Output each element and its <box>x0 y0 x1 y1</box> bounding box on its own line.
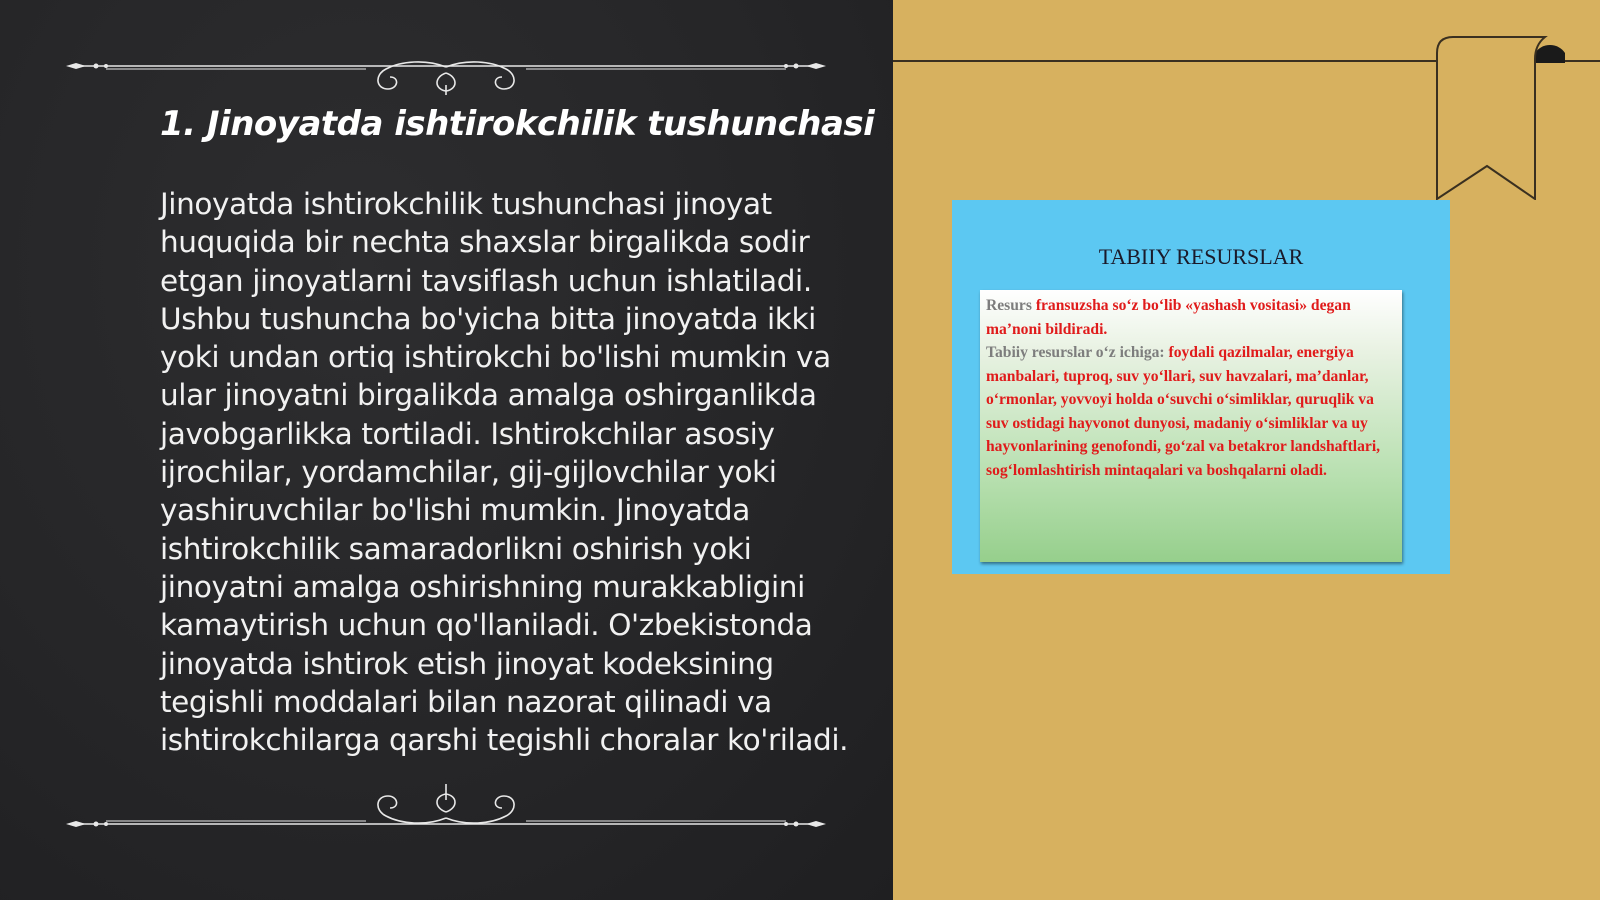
ornament-divider-bottom-icon <box>66 778 826 828</box>
card-paragraph-2 <box>986 341 1396 482</box>
slide-body-text: Jinoyatda ishtirokchilik tushunchasi jinoyat huquqida bir nechta shaxslar birgalikda sodir etgan jinoyatlarni tavsiflash uchun ishlatiladi. Ushbu tushuncha bo'yicha bitta jinoyatda ikki yoki undan ortiq ishtirokchi bo'lishi mumkin va ular jinoyatni birgalikda amalga oshirganlikda javobgarlikka tortiladi. Ishtirokchilar asosiy ijrochilar, yordamchilar, gij-gijlovchilar yoki yashiruvchilar bo'lishi mumkin. Jinoyatda ishtirokchilik samaradorlikni oshirish yoki jinoyatni amalga oshirishning murakkabligini kamaytirish uchun qo'llaniladi. O'zbekistonda jinoyatda ishtirok etish jinoyat kodeksining tegishli moddalari bilan nazorat qilinadi va ishtirokchilarga qarshi tegishli choralar ko'riladi. <box>160 187 849 758</box>
card-label-resurs: Resurs <box>986 297 1036 314</box>
natural-resources-image <box>952 200 1450 574</box>
card-text-resurs: fransuzsha so‘z bo‘lib «yashash vositasi» degan ma’noni bildiradi. <box>986 297 1351 338</box>
card-paragraph-1 <box>986 294 1396 341</box>
card-text-tabiiy: foydali qazilmalar, energiya manbalari, tuproq, suv yo‘llari, suv havzalari, ma’danlar, o‘rmonlar, yovvoyi holda o‘suvchi o‘simliklar, quruqlik va suv ostidagi hayvonot dunyosi, madaniy o‘simliklar va uy hayvonlarining genofondi, go‘zal va betakror landshaftlari, sog‘lomlashtirish mintaqalari va boshqalarni oladi. <box>986 344 1381 479</box>
card-text-box <box>980 290 1402 562</box>
slide-title: 1. Jinoyatda ishtirokchilik tushunchasi <box>160 104 875 144</box>
bookmark-ribbon-icon <box>1435 35 1565 200</box>
ornament-divider-top-icon <box>66 45 826 95</box>
card-title: TABIIY RESURSLAR <box>1098 244 1304 269</box>
card-label-tabiiy: Tabiiy resurslar o‘z ichiga: <box>986 344 1169 361</box>
